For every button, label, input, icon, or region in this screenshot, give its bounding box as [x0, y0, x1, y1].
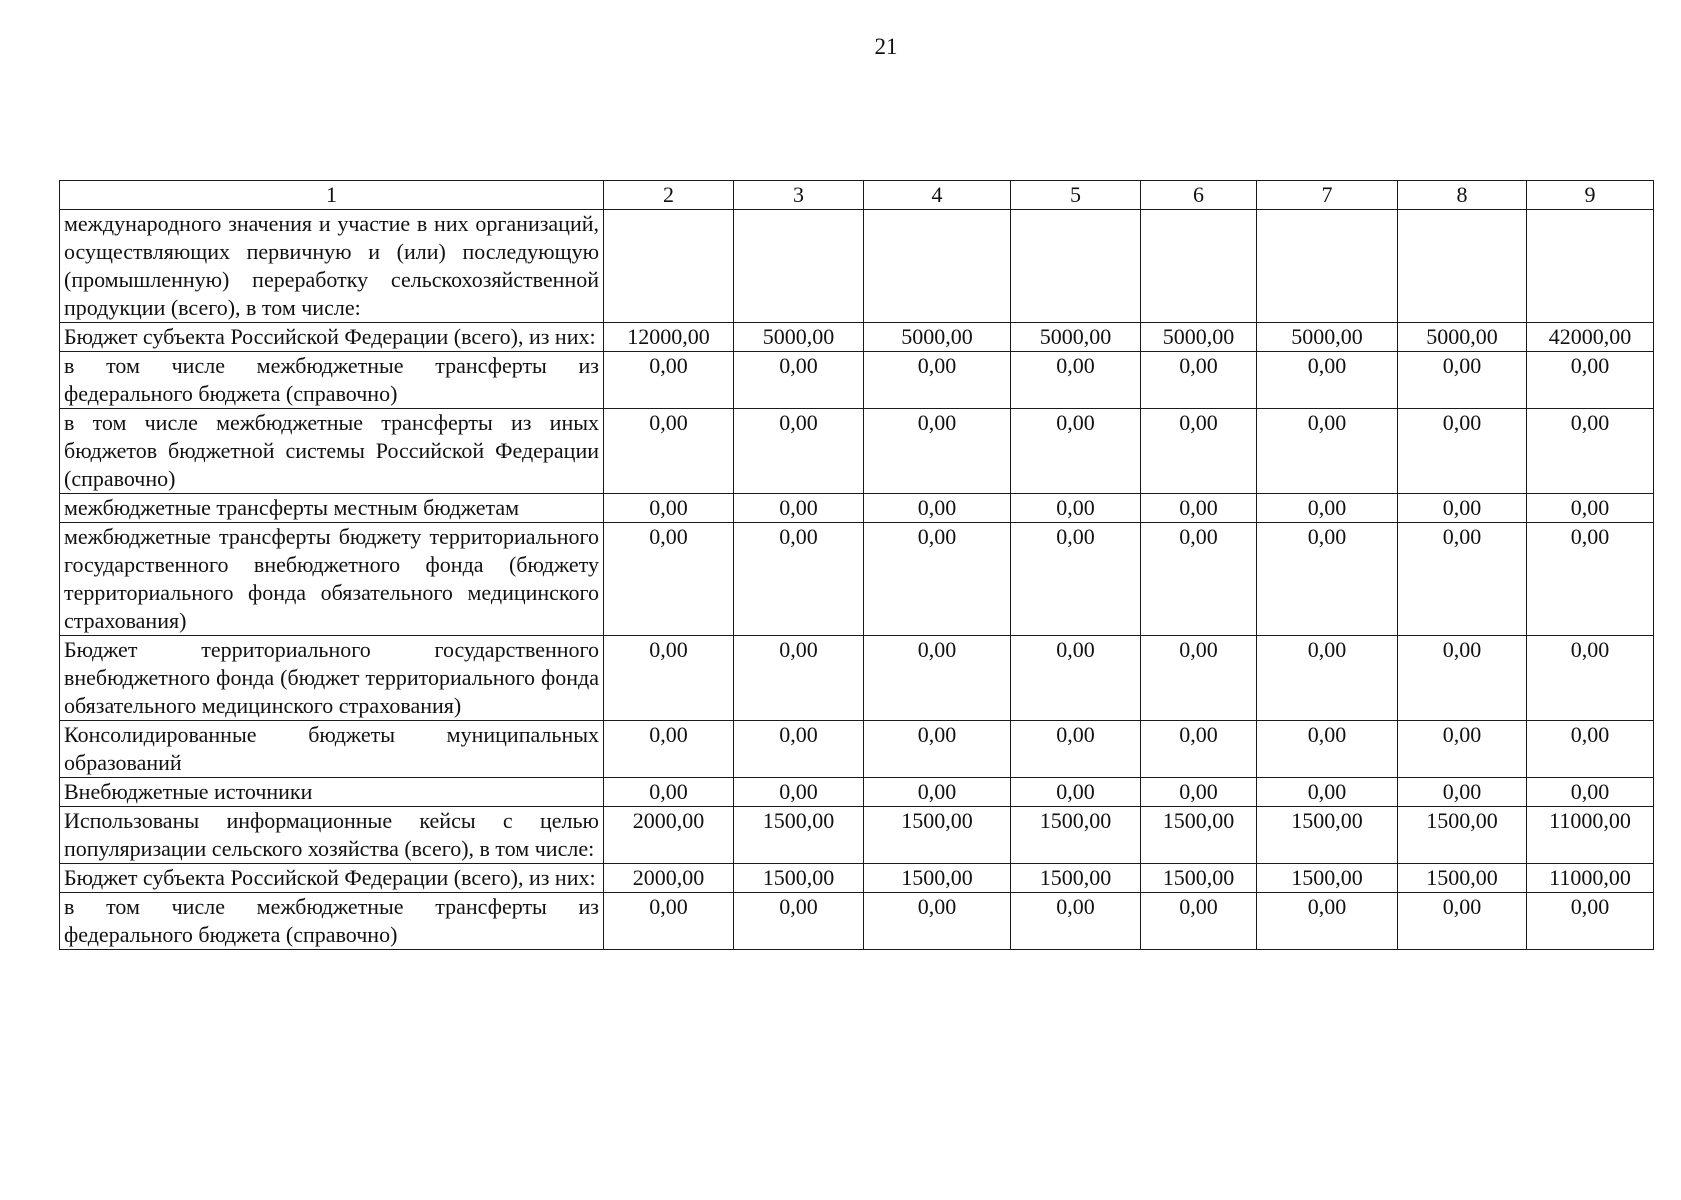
value-cell: 0,00: [604, 893, 734, 950]
value-cell: 0,00: [1011, 636, 1141, 721]
value-cell: 1500,00: [864, 864, 1011, 893]
value-cell: 0,00: [604, 494, 734, 523]
row-label: Консолидированные бюджеты муниципальных образований: [60, 721, 604, 778]
value-cell: 0,00: [1398, 636, 1527, 721]
value-cell: 0,00: [604, 523, 734, 636]
row-label: Бюджет субъекта Российской Федерации (всего), из них:: [60, 864, 604, 893]
value-cell: 0,00: [1011, 523, 1141, 636]
table-header-row: [60, 181, 1654, 210]
value-cell: 2000,00: [604, 807, 734, 864]
value-cell: 0,00: [734, 721, 864, 778]
value-cell: 5000,00: [864, 323, 1011, 352]
value-cell: 0,00: [1398, 778, 1527, 807]
value-cell: [604, 210, 734, 323]
table-row: [60, 352, 1654, 409]
value-cell: 1500,00: [1398, 807, 1527, 864]
value-cell: 1500,00: [734, 864, 864, 893]
value-cell: 0,00: [604, 778, 734, 807]
value-cell: 0,00: [1398, 409, 1527, 494]
table-row: [60, 721, 1654, 778]
value-cell: 0,00: [1257, 778, 1398, 807]
budget-table: [59, 180, 1654, 950]
value-cell: 12000,00: [604, 323, 734, 352]
table-row: [60, 636, 1654, 721]
value-cell: 0,00: [864, 778, 1011, 807]
row-label: межбюджетные трансферты местным бюджетам: [60, 494, 604, 523]
row-label: Использованы информационные кейсы с целью популяризации сельского хозяйства (всего), в том числе:: [60, 807, 604, 864]
value-cell: [1011, 210, 1141, 323]
value-cell: 0,00: [1398, 523, 1527, 636]
value-cell: 1500,00: [1257, 807, 1398, 864]
value-cell: 0,00: [734, 893, 864, 950]
column-header: 4: [864, 181, 1011, 210]
value-cell: 0,00: [864, 494, 1011, 523]
value-cell: 0,00: [1527, 494, 1654, 523]
value-cell: 0,00: [1398, 721, 1527, 778]
value-cell: 0,00: [1257, 893, 1398, 950]
value-cell: 0,00: [604, 352, 734, 409]
value-cell: 0,00: [1011, 778, 1141, 807]
value-cell: 1500,00: [1398, 864, 1527, 893]
column-header: 6: [1141, 181, 1257, 210]
value-cell: 0,00: [604, 721, 734, 778]
value-cell: 2000,00: [604, 864, 734, 893]
value-cell: 1500,00: [1257, 864, 1398, 893]
value-cell: 0,00: [864, 409, 1011, 494]
value-cell: 1500,00: [864, 807, 1011, 864]
row-label: Внебюджетные источники: [60, 778, 604, 807]
value-cell: [1141, 210, 1257, 323]
table-row: [60, 494, 1654, 523]
table-row: [60, 323, 1654, 352]
value-cell: 11000,00: [1527, 864, 1654, 893]
value-cell: 0,00: [864, 893, 1011, 950]
value-cell: [864, 210, 1011, 323]
value-cell: 0,00: [1011, 409, 1141, 494]
value-cell: 5000,00: [1011, 323, 1141, 352]
value-cell: 1500,00: [1011, 807, 1141, 864]
column-header: 7: [1257, 181, 1398, 210]
value-cell: 0,00: [1527, 721, 1654, 778]
value-cell: 0,00: [1141, 778, 1257, 807]
value-cell: 0,00: [1011, 721, 1141, 778]
value-cell: 0,00: [1398, 893, 1527, 950]
value-cell: 0,00: [734, 523, 864, 636]
value-cell: [1398, 210, 1527, 323]
table-row: [60, 893, 1654, 950]
value-cell: 0,00: [1527, 409, 1654, 494]
value-cell: 0,00: [1141, 494, 1257, 523]
value-cell: 0,00: [864, 636, 1011, 721]
value-cell: 11000,00: [1527, 807, 1654, 864]
value-cell: 0,00: [1141, 721, 1257, 778]
value-cell: 0,00: [734, 352, 864, 409]
value-cell: 0,00: [1527, 636, 1654, 721]
value-cell: 0,00: [604, 409, 734, 494]
row-label: Бюджет субъекта Российской Федерации (всего), из них:: [60, 323, 604, 352]
value-cell: 1500,00: [1011, 864, 1141, 893]
row-label: в том числе межбюджетные трансферты из федерального бюджета (справочно): [60, 352, 604, 409]
row-label: Бюджет территориального государственного внебюджетного фонда (бюджет территориального фонда обязательного медицинского страхования): [60, 636, 604, 721]
value-cell: 0,00: [1257, 352, 1398, 409]
value-cell: 0,00: [1141, 409, 1257, 494]
value-cell: 0,00: [734, 636, 864, 721]
value-cell: 0,00: [1257, 494, 1398, 523]
column-header: 1: [60, 181, 604, 210]
value-cell: [1257, 210, 1398, 323]
value-cell: 0,00: [1141, 352, 1257, 409]
value-cell: 0,00: [1011, 494, 1141, 523]
column-header: 5: [1011, 181, 1141, 210]
table-row: [60, 864, 1654, 893]
row-label: международного значения и участие в них организаций, осуществляющих первичную и (или) последующую (промышленную) переработку сельскохозяйственной продукции (всего), в том числе:: [60, 210, 604, 323]
value-cell: 5000,00: [1257, 323, 1398, 352]
table-row: [60, 409, 1654, 494]
row-label: межбюджетные трансферты бюджету территориального государственного внебюджетного фонда (бюджету территориального фонда обязательного медицинского страхования): [60, 523, 604, 636]
value-cell: 1500,00: [1141, 864, 1257, 893]
value-cell: 0,00: [864, 523, 1011, 636]
value-cell: 0,00: [604, 636, 734, 721]
value-cell: 0,00: [1398, 352, 1527, 409]
value-cell: 0,00: [1527, 352, 1654, 409]
value-cell: 42000,00: [1527, 323, 1654, 352]
column-header: 2: [604, 181, 734, 210]
value-cell: 5000,00: [1141, 323, 1257, 352]
row-label: в том числе межбюджетные трансферты из федерального бюджета (справочно): [60, 893, 604, 950]
value-cell: 0,00: [1527, 523, 1654, 636]
value-cell: 0,00: [1141, 523, 1257, 636]
value-cell: 0,00: [1141, 893, 1257, 950]
value-cell: 0,00: [1011, 893, 1141, 950]
value-cell: 0,00: [1257, 409, 1398, 494]
value-cell: 0,00: [1398, 494, 1527, 523]
value-cell: 0,00: [864, 352, 1011, 409]
value-cell: 0,00: [1141, 636, 1257, 721]
table-row: [60, 523, 1654, 636]
page-number: 21: [874, 34, 898, 59]
value-cell: [1527, 210, 1654, 323]
value-cell: 0,00: [734, 494, 864, 523]
column-header: 9: [1527, 181, 1654, 210]
value-cell: 5000,00: [734, 323, 864, 352]
value-cell: 1500,00: [734, 807, 864, 864]
value-cell: 5000,00: [1398, 323, 1527, 352]
table-row: [60, 778, 1654, 807]
value-cell: 0,00: [1011, 352, 1141, 409]
row-label: в том числе межбюджетные трансферты из иных бюджетов бюджетной системы Российской Федерации (справочно): [60, 409, 604, 494]
value-cell: 0,00: [1257, 636, 1398, 721]
value-cell: 0,00: [1257, 523, 1398, 636]
value-cell: 1500,00: [1141, 807, 1257, 864]
table-row: [60, 210, 1654, 323]
value-cell: 0,00: [1527, 893, 1654, 950]
value-cell: [734, 210, 864, 323]
column-header: 8: [1398, 181, 1527, 210]
column-header: 3: [734, 181, 864, 210]
table-row: [60, 807, 1654, 864]
value-cell: 0,00: [734, 409, 864, 494]
value-cell: 0,00: [1527, 778, 1654, 807]
value-cell: 0,00: [734, 778, 864, 807]
value-cell: 0,00: [864, 721, 1011, 778]
value-cell: 0,00: [1257, 721, 1398, 778]
